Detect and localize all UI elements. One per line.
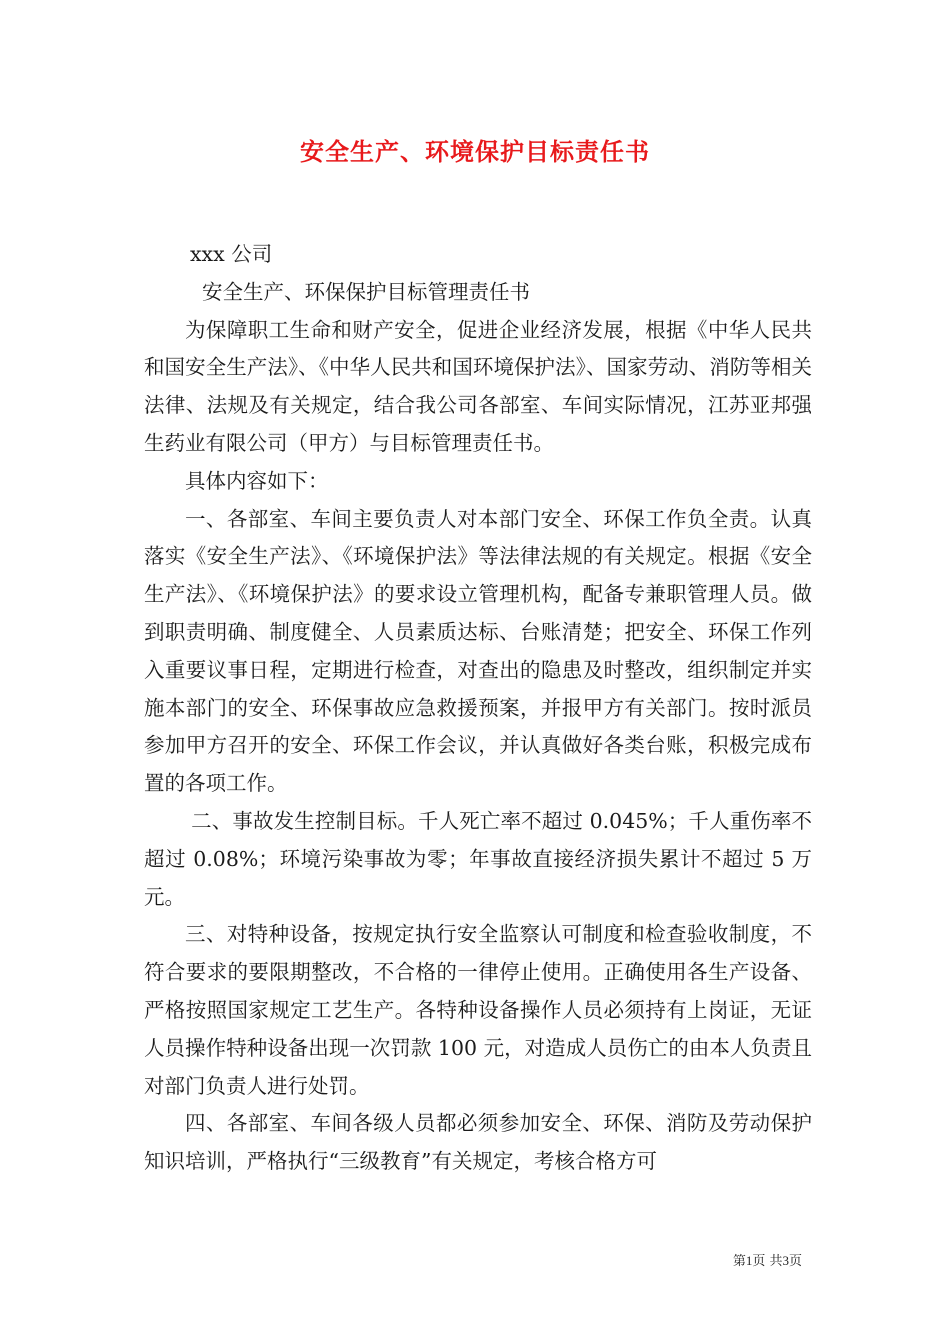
paragraph-item-2: 二、事故发生控制目标。千人死亡率不超过 0.045%；千人重伤率不超过 0.08%；环境污染事故为零；年事故直接经济损失累计不超过 5 万元。 [144, 808, 812, 909]
footer-prefix: 第 [732, 1254, 746, 1269]
footer-total-pages: 3 [782, 1253, 789, 1268]
company-name: xxx 公司 [190, 242, 273, 266]
footer-current-page: 1 [745, 1253, 753, 1268]
paragraph-intro: 为保障职工生命和财产安全，促进企业经济发展，根据《中华人民共和国安全生产法》、《中华人民共和国环境保护法》、国家劳动、消防等相关法律、法规及有关规定，结合我公司各部室、车间实际情况，江苏亚邦强生药业有限公司（甲方）与目标管理责任书。 [144, 317, 812, 455]
footer-suffix: 页 [788, 1254, 802, 1269]
paragraph-item-1: 一、各部室、车间主要负责人对本部门安全、环保工作负全责。认真落实《安全生产法》、《环境保护法》等法律法规的有关规定。根据《安全生产法》、《环境保护法》的要求设立管理机构，配备专兼职管理人员。做到职责明确、制度健全、人员素质达标、台账清楚；把安全、环保工作列入重要议事日程，定期进行检查，对查出的隐患及时整改，组织制定并实施本部门的安全、环保事故应急救援预案，并报甲方有关部门。按时派员参加甲方召开的安全、环保工作会议，并认真做好各类台账，积极完成布置的各项工作。 [144, 506, 812, 796]
page-number-footer [733, 1250, 802, 1269]
document-title: 安全生产、环境保护目标责任书 [300, 137, 650, 166]
document-subtitle: 安全生产、环保保护目标管理责任书 [202, 279, 530, 304]
paragraph-item-3: 三、对特种设备，按规定执行安全监察认可制度和检查验收制度，不符合要求的要限期整改，不合格的一律停止使用。正确使用各生产设备、严格按照国家规定工艺生产。各特种设备操作人员必须持有上岗证，无证人员操作特种设备出现一次罚款 100 元，对造成人员伤亡的由本人负责且对部门负责人进行处罚。 [144, 922, 812, 1098]
document-body [144, 236, 812, 1181]
footer-middle: 页 共 [752, 1254, 783, 1269]
paragraph-item-4: 四、各部室、车间各级人员都必须参加安全、环保、消防及劳动保护知识培训，严格执行“三级教育”有关规定，考核合格方可 [144, 1111, 812, 1174]
paragraph-content-heading: 具体内容如下： [185, 468, 329, 493]
